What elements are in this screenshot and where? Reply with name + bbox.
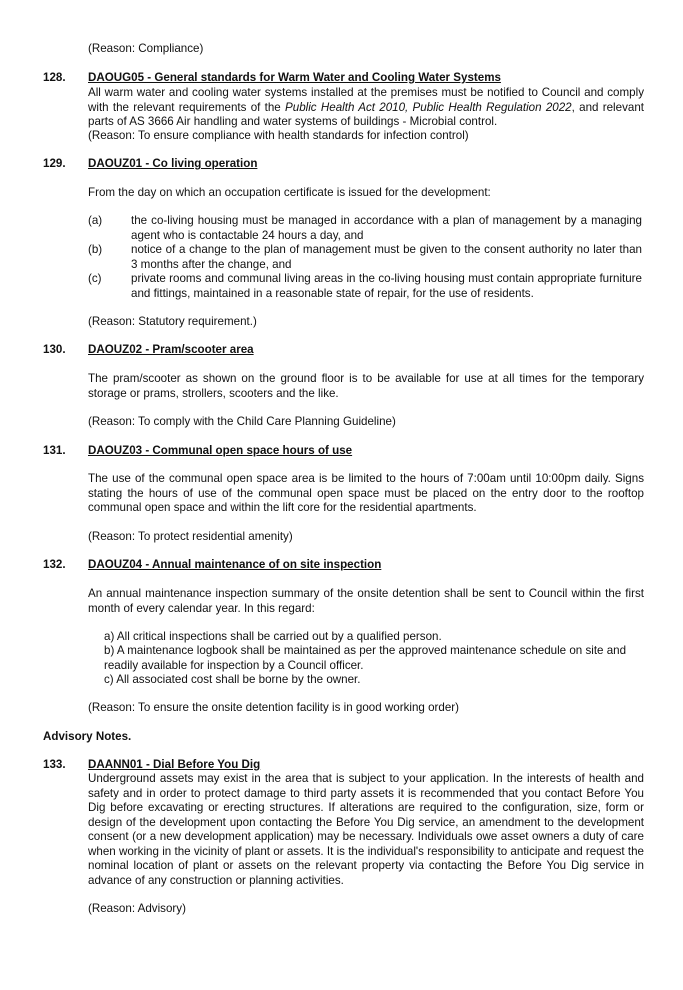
section-heading: Advisory Notes.	[43, 730, 132, 743]
condition-body: The pram/scooter as shown on the ground floor is to be available for use at all times for the temporary storage or prams, strollers, scooters and the like.	[88, 372, 644, 400]
list-label: (c)	[88, 272, 102, 285]
reason-text: (Reason: To ensure the onsite detention facility is in good working order)	[88, 701, 459, 714]
list-label: (b)	[88, 243, 103, 256]
condition-heading: DAOUZ02 - Pram/scooter area	[88, 343, 254, 356]
condition-number: 130.	[43, 343, 66, 356]
condition-body: The use of the communal open space area is be limited to the hours of 7:00am until 10:00pm daily. Signs stating the hours of use of the communal open space must be placed on the entry door to the rooftop communal open space and within the lift core for the residential apartments.	[88, 472, 644, 514]
list-item: c) All associated cost shall be borne by the owner.	[104, 673, 361, 686]
list-item: notice of a change to the plan of management must be given to the consent authority no later than 3 months after the change, and	[131, 243, 642, 271]
condition-heading: DAOUG05 - General standards for Warm Water and Cooling Water Systems	[88, 71, 501, 84]
reason-text: (Reason: Statutory requirement.)	[88, 315, 257, 328]
condition-body: All warm water and cooling water systems installed at the premises must be notified to Council and comply with the relevant requirements of the Public Health Act 2010, Public Health Regulation 2022, and relevant parts of AS 3666 Air handling and water systems of buildings - Microbial control.	[88, 86, 644, 128]
condition-number: 129.	[43, 157, 66, 170]
condition-heading: DAOUZ04 - Annual maintenance of on site inspection	[88, 558, 382, 571]
condition-body: An annual maintenance inspection summary of the onsite detention shall be sent to Council within the first month of every calendar year. In this regard:	[88, 587, 644, 615]
list-label: (a)	[88, 214, 103, 227]
list-item: b) A maintenance logbook shall be maintained as per the approved maintenance schedule on site and readily available for inspection by a Council officer.	[104, 644, 627, 672]
list-item: private rooms and communal living areas in the co-living housing must contain appropriate furniture and fittings, maintained in a reasonable state of repair, for the use of residents.	[131, 272, 642, 300]
list-item: the co-living housing must be managed in accordance with a plan of management by a managing agent who is contactable 24 hours a day, and	[131, 214, 642, 242]
condition-heading: DAOUZ01 - Co living operation	[88, 157, 258, 170]
condition-body: Underground assets may exist in the area that is subject to your application. In the interests of health and safety and in order to protect damage to third party assets it is recommended that you contact Before You Dig before excavating or erecting structures. If alterations are required to the configuration, size, form or design of the development upon contacting the Before You Dig service, an amendment to the development consent (or a new development application) may be necessary. Individuals owe asset owners a duty of care when working in the vicinity of plant or assets. It is the individual's responsibility to anticipate and request the nominal location of plant or assets on the relevant property via contacting the Before You Dig service in advance of any construction or planning activities.	[88, 772, 644, 887]
reason-text: (Reason: To protect residential amenity)	[88, 530, 293, 543]
condition-heading: DAOUZ03 - Communal open space hours of use	[88, 444, 353, 457]
reason-text: (Reason: Compliance)	[88, 42, 204, 55]
condition-number: 131.	[43, 444, 66, 457]
list-item: a) All critical inspections shall be carried out by a qualified person.	[104, 630, 442, 643]
condition-number: 133.	[43, 758, 66, 771]
reason-text: (Reason: Advisory)	[88, 902, 186, 915]
condition-intro: From the day on which an occupation certificate is issued for the development:	[88, 186, 491, 199]
condition-number: 128.	[43, 71, 66, 84]
condition-number: 132.	[43, 558, 66, 571]
condition-heading: DAANN01 - Dial Before You Dig	[88, 758, 261, 771]
reason-text: (Reason: To comply with the Child Care Planning Guideline)	[88, 415, 396, 428]
reason-text: (Reason: To ensure compliance with health standards for infection control)	[88, 129, 469, 142]
